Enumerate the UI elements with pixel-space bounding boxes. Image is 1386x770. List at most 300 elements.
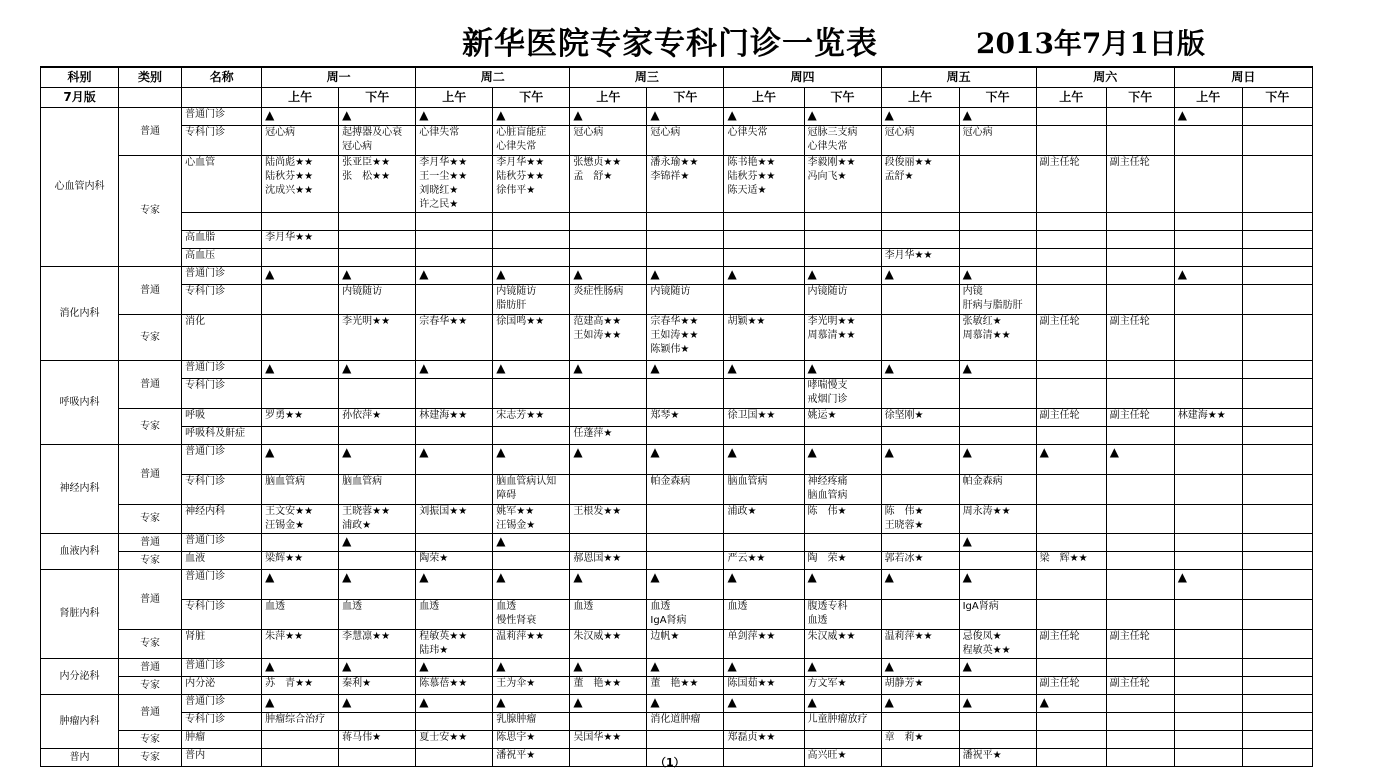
schedule-cell: 朱汉威★★ [804,630,881,659]
table-row [41,505,1313,534]
schedule-cell: 冠脉三支病 心律失常 [804,126,881,156]
schedule-cell [1242,126,1312,156]
schedule-cell [1174,552,1242,570]
schedule-cell: ▲ [339,108,416,126]
schedule-cell [1242,695,1312,713]
schedule-cell: 陈思宇★ [493,731,570,749]
schedule-cell: 宋志芳★★ [493,409,570,427]
schedule-cell: 炎症性肠病 [570,285,647,315]
schedule-cell: ▲ [724,695,804,713]
schedule-cell [1106,249,1174,267]
schedule-cell [647,379,724,409]
schedule-cell [1242,361,1312,379]
schedule-cell [1242,315,1312,361]
schedule-table [40,66,1313,767]
schedule-cell: 血透 慢性肾衰 [493,600,570,630]
schedule-cell [1036,427,1106,445]
schedule-cell [647,552,724,570]
schedule-cell: 陈书艳★★ 陆秋芬★★ 陈天适★ [724,156,804,213]
schedule-cell: 内镜随访 [339,285,416,315]
clinic-name-cell: 内分泌 [182,677,262,695]
schedule-cell: ▲ [724,267,804,285]
schedule-cell: ▲ [804,570,881,600]
schedule-cell: 冠心病 [647,126,724,156]
schedule-cell [570,231,647,249]
schedule-cell: ▲ [1036,445,1106,475]
schedule-cell [1036,379,1106,409]
clinic-name-cell: 神经内科 [182,505,262,534]
schedule-cell [804,213,881,231]
schedule-cell: 姚军★★ 汪锡金★ [493,505,570,534]
schedule-cell: 任蓬萍★ [570,427,647,445]
schedule-cell [339,213,416,231]
schedule-cell [262,213,339,231]
am-header: 上午 [262,88,339,108]
department-cell: 内分泌科 [41,659,119,695]
schedule-cell [959,713,1036,731]
schedule-cell: ▲ [647,570,724,600]
schedule-cell [647,731,724,749]
schedule-cell: 副主任轮 [1036,315,1106,361]
schedule-cell [1242,445,1312,475]
schedule-cell: 边帆★ [647,630,724,659]
schedule-cell: 脑血管病 [339,475,416,505]
category-cell: 专家 [119,552,182,570]
am-header: 上午 [724,88,804,108]
schedule-cell: ▲ [804,445,881,475]
schedule-cell: ▲ [416,445,493,475]
schedule-cell [1174,285,1242,315]
schedule-cell [724,285,804,315]
schedule-cell: 李光明★★ 周慕清★★ [804,315,881,361]
schedule-cell [416,749,493,767]
category-cell: 普通 [119,570,182,630]
schedule-cell [570,379,647,409]
table-row [41,552,1313,570]
schedule-cell: ▲ [493,445,570,475]
schedule-cell [570,213,647,231]
schedule-cell: 胡颖★★ [724,315,804,361]
schedule-cell [1106,361,1174,379]
table-row [41,713,1313,731]
schedule-cell: ▲ [881,108,959,126]
schedule-cell: 内镜 肝病与脂肪肝 [959,285,1036,315]
schedule-cell: 徐国鸣★★ [493,315,570,361]
schedule-cell: ▲ [959,361,1036,379]
schedule-cell [724,249,804,267]
schedule-cell [1174,156,1242,213]
schedule-cell: 李慧凛★★ [339,630,416,659]
pm-header: 下午 [493,88,570,108]
schedule-cell [881,534,959,552]
am-header: 上午 [881,88,959,108]
schedule-cell: ▲ [570,108,647,126]
schedule-cell: 血透 IgA肾病 [647,600,724,630]
schedule-cell: 陶 荣★ [804,552,881,570]
schedule-cell [1036,361,1106,379]
schedule-cell: 夏士安★★ [416,731,493,749]
schedule-cell: 单剑萍★★ [724,630,804,659]
schedule-cell [1036,659,1106,677]
schedule-cell: ▲ [339,361,416,379]
schedule-cell [1036,108,1106,126]
day-header-wed: 周三 [570,67,724,88]
version-label: 2013年7月1日版 [976,27,1205,60]
schedule-cell: ▲ [724,445,804,475]
schedule-cell: ▲ [570,267,647,285]
clinic-name-cell: 普通门诊 [182,361,262,379]
schedule-cell [647,231,724,249]
schedule-cell [881,285,959,315]
schedule-cell: ▲ [416,361,493,379]
schedule-cell [262,534,339,552]
schedule-cell: 陈 伟★ [804,505,881,534]
schedule-cell: 脑血管病 [724,475,804,505]
am-header: 上午 [416,88,493,108]
day-header-sat: 周六 [1036,67,1174,88]
schedule-cell [339,713,416,731]
schedule-cell [1174,731,1242,749]
table-row [41,475,1313,505]
schedule-cell [1036,534,1106,552]
schedule-cell: ▲ [1036,695,1106,713]
schedule-cell [647,505,724,534]
schedule-cell [1036,249,1106,267]
schedule-cell [1036,231,1106,249]
am-header: 上午 [1036,88,1106,108]
category-cell: 普通 [119,267,182,315]
table-row [41,445,1313,475]
schedule-cell: 方文军★ [804,677,881,695]
schedule-cell: 宗春华★★ 王如涛★★ 陈颖伟★ [647,315,724,361]
schedule-cell [493,379,570,409]
schedule-cell [570,713,647,731]
schedule-cell: 郑磊贞★★ [724,731,804,749]
schedule-cell [416,231,493,249]
schedule-cell [1036,126,1106,156]
schedule-cell: 副主任轮 [1106,409,1174,427]
schedule-cell [262,731,339,749]
clinic-name-cell: 普通门诊 [182,534,262,552]
schedule-cell: 吴国华★★ [570,731,647,749]
schedule-cell: 李月华★★ [262,231,339,249]
schedule-cell [959,379,1036,409]
schedule-cell [1242,409,1312,427]
schedule-cell: ▲ [262,445,339,475]
pm-header: 下午 [1242,88,1312,108]
schedule-cell [570,534,647,552]
schedule-cell [1242,552,1312,570]
schedule-cell: 范建高★★ 王如涛★★ [570,315,647,361]
schedule-cell [416,534,493,552]
department-cell: 普内 [41,749,119,767]
schedule-cell: ▲ [1174,108,1242,126]
day-header-sun: 周日 [1174,67,1312,88]
schedule-cell: ▲ [493,361,570,379]
schedule-cell [1174,659,1242,677]
table-row [41,126,1313,156]
schedule-cell: 王晓蓉★★ 浦政★ [339,505,416,534]
month-version-label: 7月版 [41,88,119,108]
schedule-cell: 秦利★ [339,677,416,695]
schedule-cell: 李月华★★ 王一尘★★ 刘晓红★ 许之民★ [416,156,493,213]
schedule-cell: 心律失常 [724,126,804,156]
schedule-cell: 孙依萍★ [339,409,416,427]
schedule-cell: 哮喘慢支 戒烟门诊 [804,379,881,409]
clinic-name-cell: 肿瘤 [182,731,262,749]
col-type-header: 类别 [119,67,182,88]
schedule-cell: ▲ [647,659,724,677]
schedule-cell: ▲ [724,361,804,379]
schedule-cell: 内镜随访 [804,285,881,315]
clinic-name-cell: 高血压 [182,249,262,267]
schedule-cell [1036,285,1106,315]
schedule-cell: ▲ [959,570,1036,600]
schedule-cell: ▲ [959,445,1036,475]
table-header [41,67,1313,108]
pm-header: 下午 [647,88,724,108]
category-cell: 专家 [119,677,182,695]
schedule-cell: ▲ [804,659,881,677]
schedule-cell: 潘祝平★ [959,749,1036,767]
schedule-cell: 血透 [416,600,493,630]
schedule-cell: 冠心病 [570,126,647,156]
schedule-cell: 陈国茹★★ [724,677,804,695]
schedule-cell [1036,267,1106,285]
schedule-cell [1106,749,1174,767]
am-header: 上午 [570,88,647,108]
schedule-cell: 帕金森病 [647,475,724,505]
category-cell: 普通 [119,695,182,731]
schedule-cell [493,552,570,570]
schedule-cell: 李月华★★ [881,249,959,267]
schedule-cell: ▲ [339,267,416,285]
schedule-cell [959,552,1036,570]
day-header-fri: 周五 [881,67,1036,88]
schedule-cell [1174,445,1242,475]
schedule-cell: 严云★★ [724,552,804,570]
day-header-mon: 周一 [262,67,416,88]
table-row [41,534,1313,552]
schedule-cell [570,749,647,767]
schedule-cell [647,534,724,552]
day-header-thu: 周四 [724,67,881,88]
clinic-name-cell: 普通门诊 [182,445,262,475]
schedule-cell [1036,600,1106,630]
clinic-name-cell: 专科门诊 [182,285,262,315]
department-cell: 血液内科 [41,534,119,570]
schedule-cell [647,427,724,445]
schedule-cell: 王根发★★ [570,505,647,534]
schedule-cell: ▲ [1174,267,1242,285]
schedule-cell [1242,267,1312,285]
schedule-cell [959,731,1036,749]
department-cell: 肾脏内科 [41,570,119,659]
category-cell: 普通 [119,659,182,677]
schedule-cell: 朱萍★★ [262,630,339,659]
table-row [41,249,1313,267]
schedule-cell: ▲ [647,695,724,713]
table-row [41,600,1313,630]
schedule-cell: 副主任轮 [1036,409,1106,427]
schedule-cell: ▲ [881,361,959,379]
header-row-periods [41,88,1313,108]
schedule-cell [416,713,493,731]
schedule-cell: 段俊丽★★ 孟舒★ [881,156,959,213]
schedule-cell [1242,749,1312,767]
pm-header: 下午 [1106,88,1174,108]
schedule-cell [262,427,339,445]
table-row [41,630,1313,659]
schedule-cell: ▲ [416,695,493,713]
schedule-cell [339,427,416,445]
schedule-cell: 儿童肿瘤放疗 [804,713,881,731]
schedule-cell [1106,659,1174,677]
schedule-cell: 副主任轮 [1106,630,1174,659]
schedule-cell: 陶荣★ [416,552,493,570]
schedule-cell [1106,534,1174,552]
schedule-cell: ▲ [724,659,804,677]
table-row [41,285,1313,315]
schedule-cell: ▲ [262,108,339,126]
schedule-cell: ▲ [570,659,647,677]
schedule-cell: ▲ [493,659,570,677]
schedule-cell [1242,108,1312,126]
schedule-cell: 温莉萍★★ [881,630,959,659]
schedule-cell [1106,475,1174,505]
schedule-cell [1174,231,1242,249]
schedule-cell [1242,475,1312,505]
schedule-cell [1106,126,1174,156]
header-blank [182,88,262,108]
schedule-cell: ▲ [804,361,881,379]
schedule-cell: ▲ [881,659,959,677]
schedule-cell [1242,731,1312,749]
schedule-cell [570,409,647,427]
schedule-cell: 心脏盲能症 心律失常 [493,126,570,156]
schedule-cell: ▲ [724,570,804,600]
schedule-cell: 潘祝平★ [493,749,570,767]
clinic-name-cell: 普通门诊 [182,695,262,713]
schedule-cell [881,713,959,731]
schedule-cell [1036,731,1106,749]
schedule-cell: 消化道肿瘤 [647,713,724,731]
table-row [41,677,1313,695]
schedule-cell: 副主任轮 [1106,315,1174,361]
schedule-cell [881,315,959,361]
table-row [41,731,1313,749]
schedule-cell: ▲ [804,695,881,713]
schedule-cell: ▲ [647,267,724,285]
schedule-cell: 副主任轮 [1036,630,1106,659]
schedule-cell [1242,285,1312,315]
schedule-cell [1242,156,1312,213]
schedule-cell [262,249,339,267]
schedule-cell [881,600,959,630]
schedule-cell: ▲ [493,534,570,552]
schedule-cell [1106,731,1174,749]
schedule-cell [1036,749,1106,767]
schedule-cell [1242,600,1312,630]
department-cell: 肿瘤内科 [41,695,119,749]
schedule-cell [416,213,493,231]
schedule-cell: 陆尚彪★★ 陆秋芬★★ 沈成兴★★ [262,156,339,213]
schedule-cell: 血透 [339,600,416,630]
schedule-cell: 李月华★★ 陆秋芬★★ 徐伟平★ [493,156,570,213]
title-bar [0,22,1386,66]
day-header-tue: 周二 [416,67,570,88]
schedule-cell: ▲ [262,361,339,379]
schedule-cell [724,213,804,231]
schedule-cell [959,427,1036,445]
schedule-cell [1036,475,1106,505]
schedule-cell [1174,213,1242,231]
schedule-cell: 心律失常 [416,126,493,156]
schedule-cell: 王文安★★ 汪锡金★ [262,505,339,534]
table-row [41,361,1313,379]
schedule-cell [1174,361,1242,379]
schedule-cell [1242,505,1312,534]
category-cell: 普通 [119,534,182,552]
schedule-cell: 腹透专科 血透 [804,600,881,630]
header-blank [119,88,182,108]
col-name-header: 名称 [182,67,262,88]
schedule-cell: ▲ [339,445,416,475]
schedule-cell [1242,213,1312,231]
clinic-name-cell: 心血管 [182,156,262,213]
schedule-cell: ▲ [416,108,493,126]
clinic-name-cell: 普通门诊 [182,570,262,600]
schedule-cell [1106,267,1174,285]
schedule-cell [1174,600,1242,630]
schedule-cell: ▲ [804,108,881,126]
schedule-cell: 张亚臣★★ 张 松★★ [339,156,416,213]
schedule-cell [262,749,339,767]
schedule-cell: 温莉萍★★ [493,630,570,659]
schedule-cell: 神经疼痛 脑血管病 [804,475,881,505]
schedule-cell: 罗勇★★ [262,409,339,427]
department-cell: 心血管内科 [41,108,119,267]
schedule-cell [1242,570,1312,600]
schedule-cell: ▲ [493,570,570,600]
pm-header: 下午 [804,88,881,108]
schedule-cell: ▲ [959,267,1036,285]
schedule-cell [1242,713,1312,731]
schedule-cell: 王为伞★ [493,677,570,695]
schedule-cell [959,249,1036,267]
category-cell: 专家 [119,731,182,749]
category-cell: 普通 [119,108,182,156]
schedule-cell [1174,534,1242,552]
schedule-cell [881,475,959,505]
schedule-cell [959,213,1036,231]
page-title: 新华医院专家专科门诊一览表 [462,26,878,62]
department-cell: 呼吸内科 [41,361,119,445]
table-row [41,379,1313,409]
schedule-cell: 宗春华★★ [416,315,493,361]
schedule-cell: ▲ [959,659,1036,677]
schedule-cell [881,379,959,409]
schedule-cell: 周永涛★★ [959,505,1036,534]
schedule-cell: 徐坚刚★ [881,409,959,427]
schedule-cell [724,713,804,731]
schedule-cell: 肿瘤综合治疗 [262,713,339,731]
clinic-name-cell: 普通门诊 [182,267,262,285]
schedule-cell [1036,713,1106,731]
schedule-cell: 血透 [724,600,804,630]
table-body [41,108,1313,767]
schedule-cell [1174,713,1242,731]
